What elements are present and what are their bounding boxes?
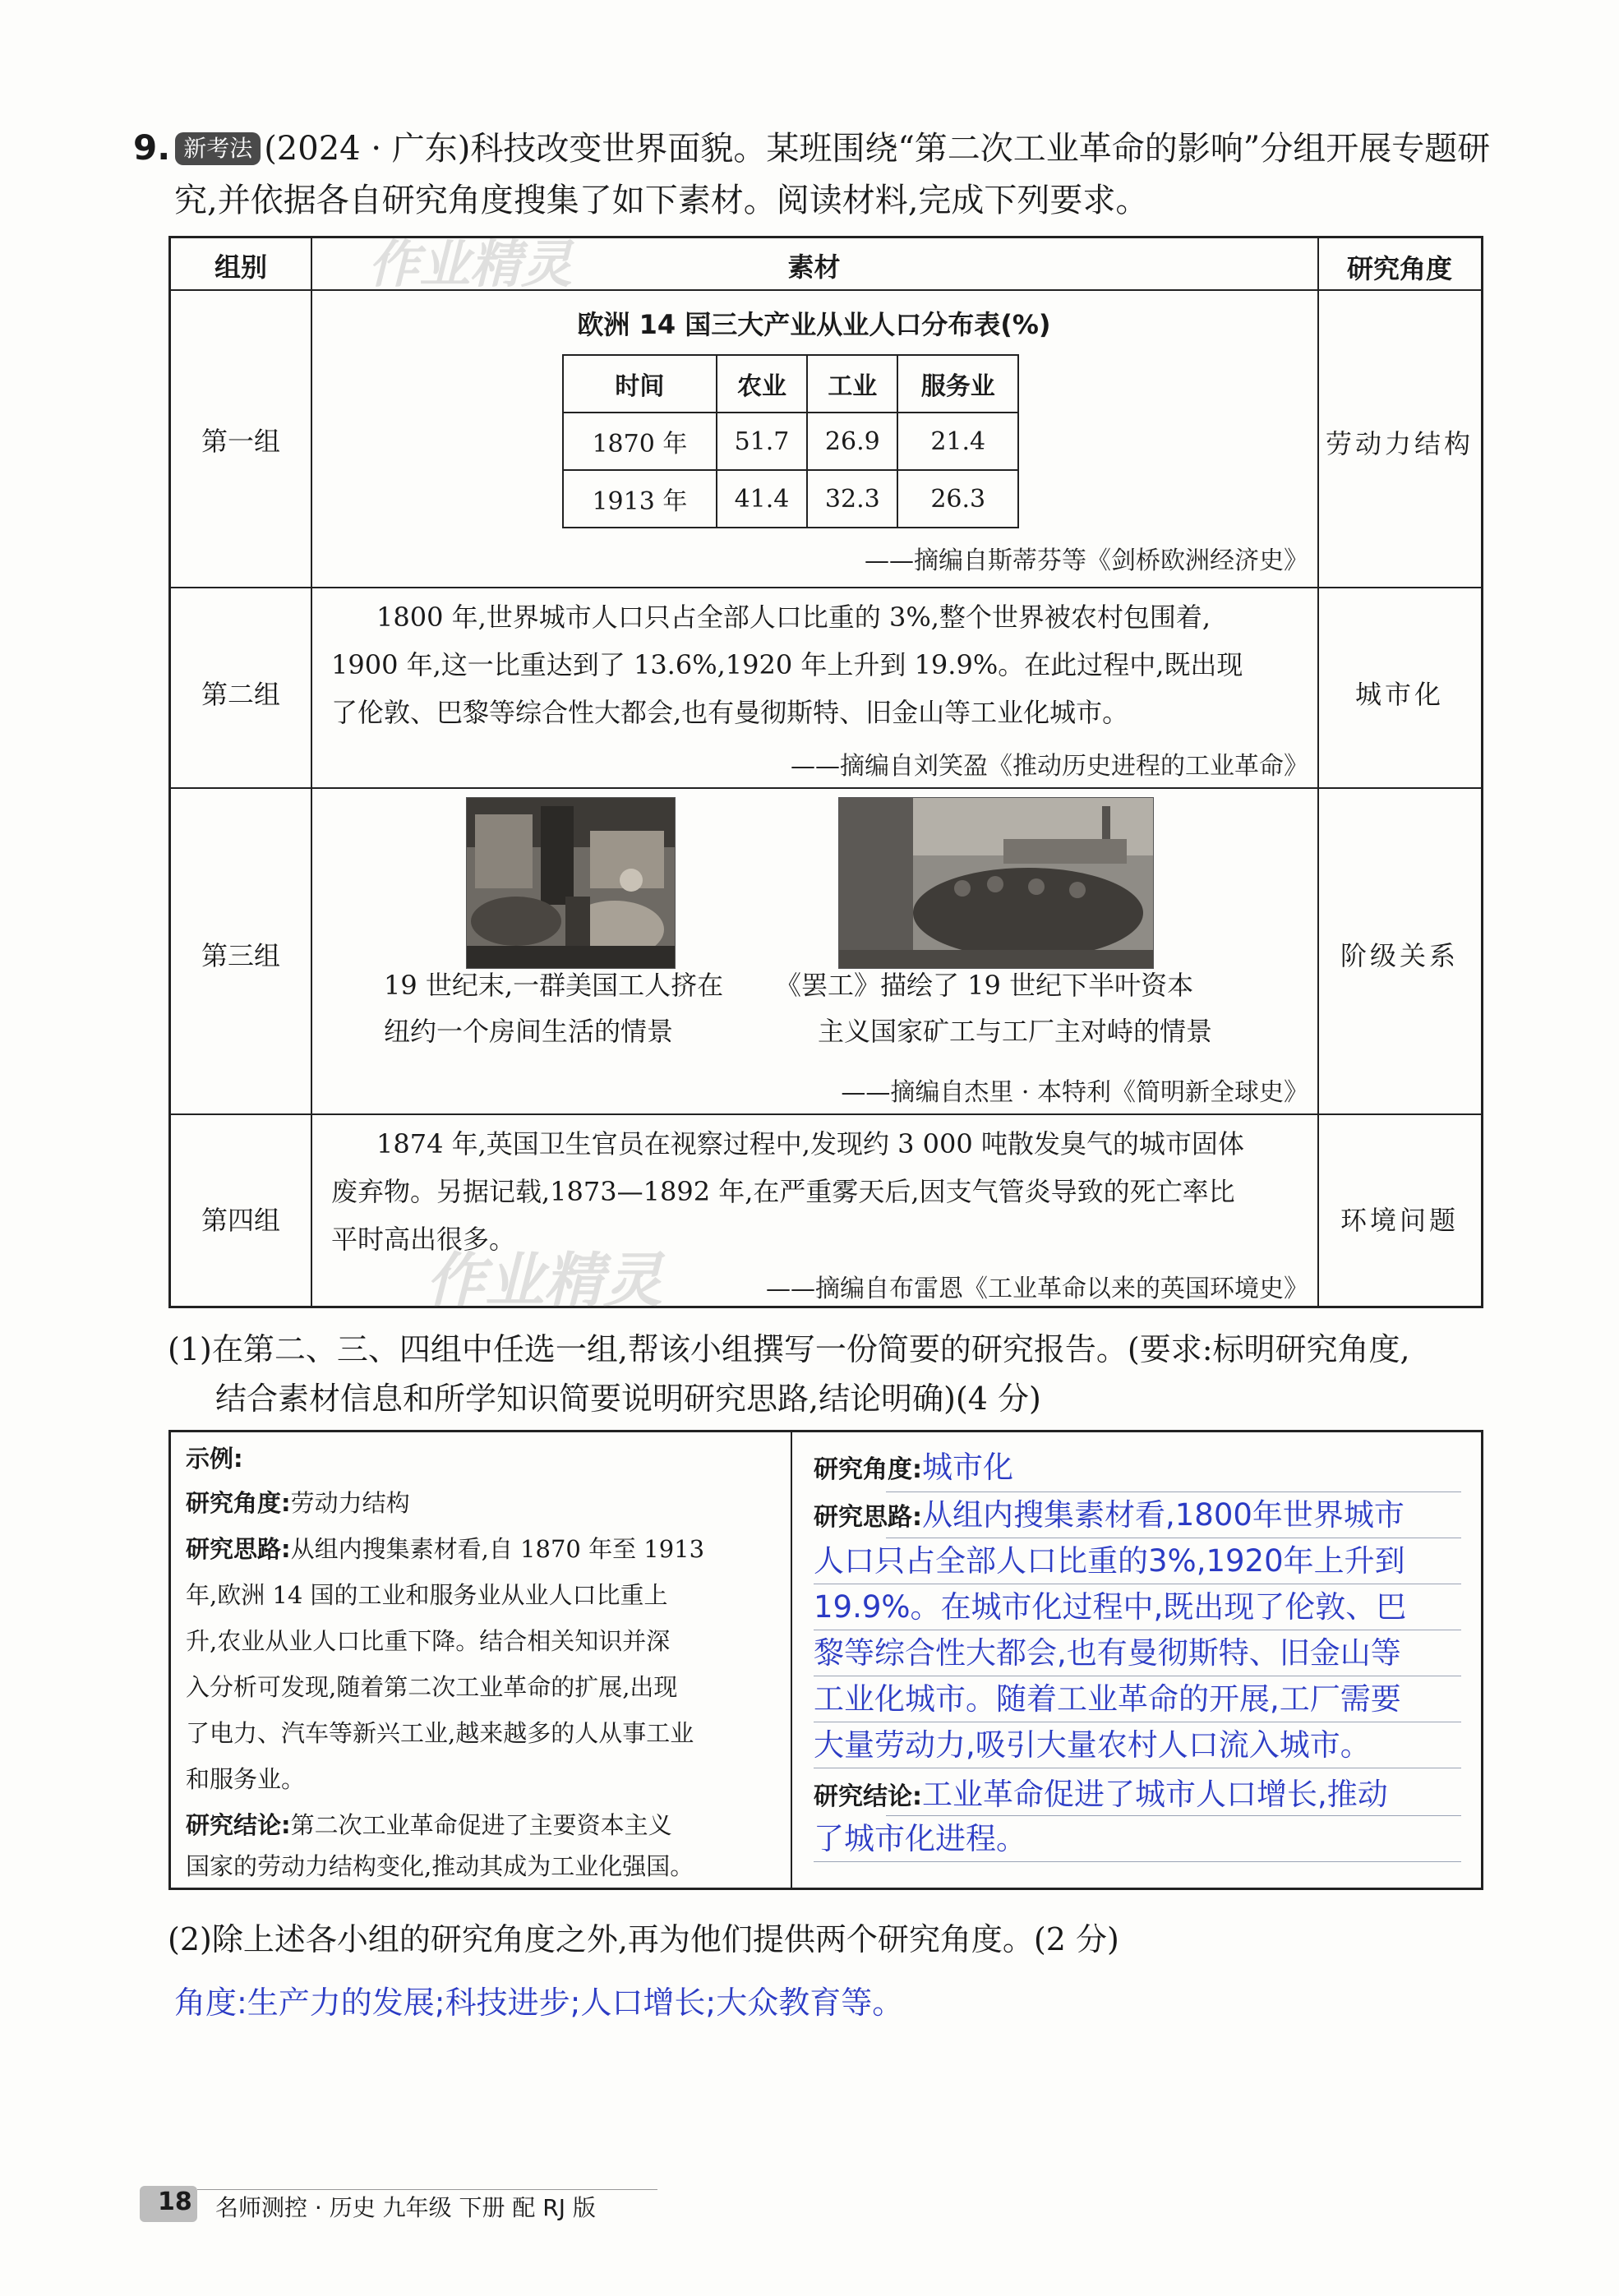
page-number: 18 <box>158 2188 192 2216</box>
table-cell: 农业 <box>717 355 807 413</box>
answer-conclusion-line-2: 了城市化进程。 <box>814 1821 1026 1856</box>
answer-idea-line-3: 19.9%。在城市化过程中,既出现了伦敦、巴 <box>814 1589 1407 1625</box>
group-2-name: 第二组 <box>201 679 280 710</box>
example-idea-line-3: 升,农业从业人口比重下降。结合相关知识并深 <box>186 1627 671 1655</box>
example-angle-label: 研究角度: <box>186 1489 291 1517</box>
stats-table-title: 欧洲 14 国三大产业从业人口分布表(%) <box>577 309 1051 340</box>
answer-angle <box>814 1442 1013 1487</box>
material-table <box>168 234 1483 1315</box>
group-1-name: 第一组 <box>201 426 280 457</box>
table-divider <box>1317 238 1319 1306</box>
sub-question-1-line-1: (1)在第二、三、四组中任选一组,帮该小组撰写一份简要的研究报告。(要求:标明研究角度, <box>168 1331 1410 1367</box>
photo-1-caption-line-2: 纽约一个房间生活的情景 <box>384 1016 674 1047</box>
question-line-2: 究,并依据各自研究角度搜集了如下素材。阅读材料,完成下列要求。 <box>174 182 1149 219</box>
example-conclusion-label: 研究结论: <box>186 1811 291 1839</box>
example-idea-line-6: 和服务业。 <box>186 1765 306 1793</box>
example-conclusion-text: 第二次工业革命促进了主要资本主义 <box>290 1811 672 1839</box>
answer-idea-line-4: 黎等综合性大都会,也有曼彻斯特、旧金山等 <box>814 1635 1401 1671</box>
table-cell: 32.3 <box>807 470 897 528</box>
answer-conclusion-label: 研究结论: <box>814 1782 922 1811</box>
table-cell: 时间 <box>563 355 717 413</box>
header-angle: 研究角度 <box>1346 253 1452 284</box>
group-3-angle: 阶级关系 <box>1340 940 1459 971</box>
question-line-1 <box>133 125 1490 172</box>
watermark: 作业精灵 <box>426 1246 663 1315</box>
header-group: 组别 <box>214 251 267 283</box>
answer-conclusion-text: 工业革命促进了城市人口增长,推动 <box>922 1777 1388 1812</box>
table-cell: 服务业 <box>897 355 1018 413</box>
group-1-angle: 劳动力结构 <box>1325 428 1474 459</box>
group-4-source: ——摘编自布雷恩《工业革命以来的英国环境史》 <box>766 1275 1308 1303</box>
footer-rule <box>197 2189 657 2190</box>
group-4-text-line-2: 废弃物。另据记载,1873—1892 年,在严重雾天后,因支气管炎导致的死亡率比 <box>331 1176 1235 1207</box>
group-4-text-line-3: 平时高出很多。 <box>331 1224 516 1255</box>
example-angle <box>186 1480 410 1526</box>
example-idea-line-2: 年,欧洲 14 国的工业和服务业从业人口比重上 <box>186 1581 668 1609</box>
example-angle-value: 劳动力结构 <box>290 1489 410 1517</box>
employment-stats-table <box>562 354 1019 528</box>
answer-rule <box>814 1861 1461 1862</box>
sub-question-2: (2)除上述各小组的研究角度之外,再为他们提供两个研究角度。(2 分) <box>168 1921 1119 1957</box>
sub-question-1-line-2: 结合素材信息和所学知识简要说明研究思路,结论明确)(4 分) <box>215 1381 1041 1417</box>
answer-idea-line-2: 人口只占全部人口比重的3%,1920年上升到 <box>814 1543 1405 1579</box>
example-title-text: 示例: <box>186 1445 243 1473</box>
answer-idea-line-6: 大量劳动力,吸引大量农村人口流入城市。 <box>814 1727 1371 1763</box>
group-2-source: ——摘编自刘笑盈《推动历史进程的工业革命》 <box>791 752 1308 781</box>
example-conclusion-line-2: 国家的劳动力结构变化,推动其成为工业化强国。 <box>186 1852 694 1880</box>
group-3-source: ——摘编自杰里 · 本特利《简明新全球史》 <box>841 1078 1308 1107</box>
watermark: 作业精灵 <box>368 234 573 294</box>
example-idea-line-4: 入分析可发现,随着第二次工业革命的扩展,出现 <box>186 1673 678 1701</box>
group-4-text-line-1: 1874 年,英国卫生官员在视察过程中,发现约 3 000 吨散发臭气的城市固体 <box>376 1128 1244 1160</box>
table-cell: 26.9 <box>807 413 897 470</box>
question-number: 9. <box>133 127 171 168</box>
example-idea-label: 研究思路: <box>186 1535 291 1563</box>
answer-idea-line-5: 工业化城市。随着工业革命的开展,工厂需要 <box>814 1681 1401 1717</box>
example-idea-line-1 <box>186 1526 704 1572</box>
example-title <box>186 1436 243 1482</box>
footer-book-title: 名师测控 · 历史 九年级 下册 配 RJ 版 <box>215 2194 596 2221</box>
sub-question-2-answer: 角度:生产力的发展;科技进步;人口增长;大众教育等。 <box>174 1985 904 2021</box>
table-cell: 41.4 <box>717 470 807 528</box>
group-4-name: 第四组 <box>201 1205 280 1236</box>
table-divider <box>171 587 1481 588</box>
group-3-name: 第三组 <box>201 940 280 971</box>
group-1-source: ——摘编自斯蒂芬等《剑桥欧洲经济史》 <box>865 546 1308 575</box>
group-2-text-line-2: 1900 年,这一比重达到了 13.6%,1920 年上升到 19.9%。在此过程中,既出现 <box>331 649 1243 680</box>
example-conclusion-line-1 <box>186 1802 672 1848</box>
answer-idea-line-1 <box>814 1490 1405 1534</box>
example-idea-line-5: 了电力、汽车等新兴工业,越来越多的人从事工业 <box>186 1719 694 1747</box>
example-idea-text: 从组内搜集素材看,自 1870 年至 1913 <box>290 1535 705 1563</box>
question-text-1: (2024 · 广东)科技改变世界面貌。某班围绕“第二次工业革命的影响”分组开展专题研 <box>264 130 1491 168</box>
table-cell: 1913 年 <box>563 470 717 528</box>
table-divider <box>311 238 312 1306</box>
strike-painting <box>838 797 1154 969</box>
table-row <box>563 355 1018 413</box>
tenement-workers-photo <box>466 797 676 969</box>
group-2-text-line-3: 了伦敦、巴黎等综合性大都会,也有曼彻斯特、旧金山等工业化城市。 <box>331 697 1129 728</box>
group-2-text-line-1: 1800 年,世界城市人口只占全部人口比重的 3%,整个世界被农村包围着, <box>376 602 1211 633</box>
answer-angle-value: 城市化 <box>922 1450 1013 1485</box>
answer-angle-label: 研究角度: <box>814 1455 922 1484</box>
group-2-angle: 城市化 <box>1354 679 1444 710</box>
table-cell: 51.7 <box>717 413 807 470</box>
photo-2-caption-line-1: 《罢工》描绘了 19 世纪下半叶资本 <box>775 970 1194 1001</box>
table-cell: 26.3 <box>897 470 1018 528</box>
table-divider <box>171 787 1481 789</box>
header-material: 素材 <box>787 251 841 283</box>
table-divider <box>171 1113 1481 1115</box>
photo-2-caption-line-2: 主义国家矿工与工厂主对峙的情景 <box>818 1016 1213 1047</box>
table-row <box>563 413 1018 470</box>
answer-idea-text: 从组内搜集素材看,1800年世界城市 <box>922 1497 1405 1533</box>
table-cell: 1870 年 <box>563 413 717 470</box>
photo-1-caption-line-1: 19 世纪末,一群美国工人挤在 <box>384 970 724 1001</box>
table-row <box>563 470 1018 528</box>
answer-idea-label: 研究思路: <box>814 1503 922 1532</box>
group-4-angle: 环境问题 <box>1340 1205 1459 1236</box>
table-cell: 21.4 <box>897 413 1018 470</box>
box-divider <box>791 1432 792 1888</box>
table-cell: 工业 <box>807 355 897 413</box>
new-method-tag: 新考法 <box>175 132 261 165</box>
answer-conclusion-line-1 <box>814 1769 1388 1814</box>
report-answer-box <box>168 1430 1483 1890</box>
